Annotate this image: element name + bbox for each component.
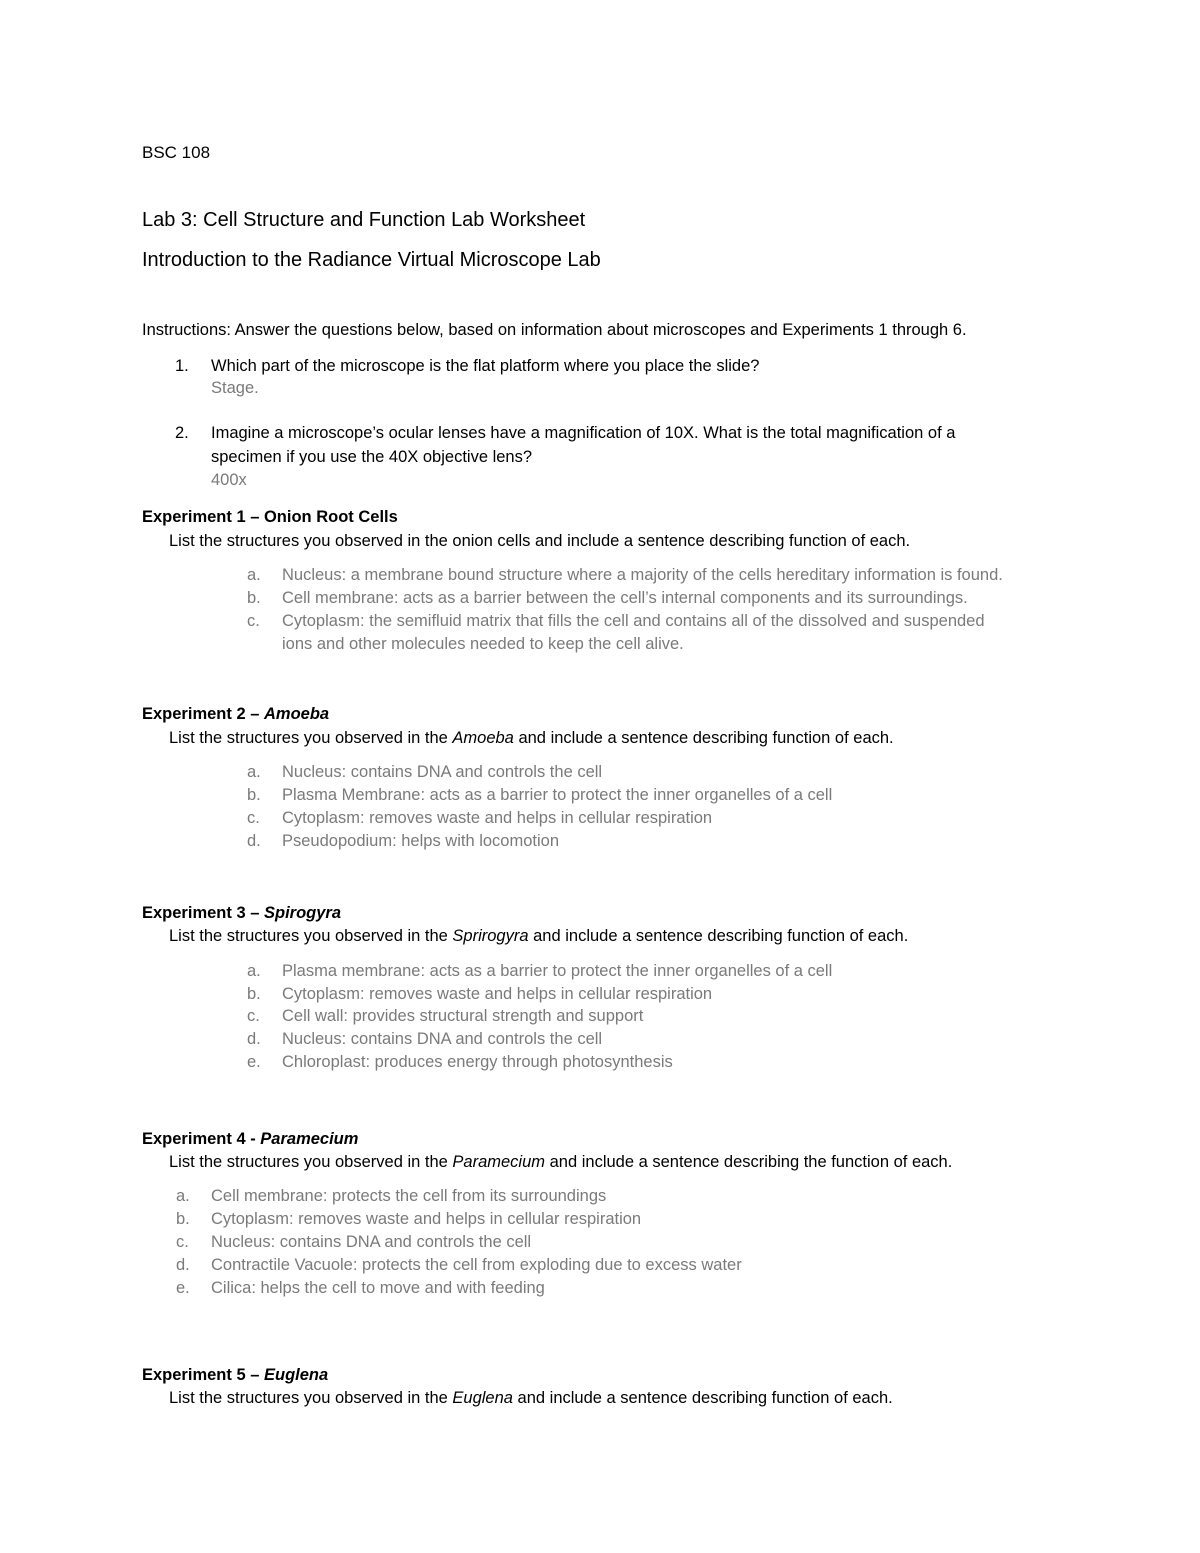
exp2-item-text: Pseudopodium: helps with locomotion — [282, 832, 559, 850]
experiment-3-heading: Experiment 3 – Spirogyra — [142, 904, 342, 922]
exp4-item-letter: c. — [176, 1233, 189, 1251]
experiment-4-heading: Experiment 4 - Paramecium — [142, 1130, 359, 1148]
exp3-item-letter: e. — [247, 1053, 261, 1071]
exp2-item-letter: a. — [247, 763, 261, 781]
exp1-item-text-continued: ions and other molecules needed to keep the cell alive. — [282, 635, 684, 653]
exp2-item-text: Nucleus: contains DNA and controls the cell — [282, 763, 603, 781]
exp1-item-letter: b. — [247, 589, 261, 607]
exp4-item-text: Cell membrane: protects the cell from its surroundings — [211, 1187, 607, 1205]
exp2-item-letter: c. — [247, 809, 260, 827]
page-subtitle: Introduction to the Radiance Virtual Microscope Lab — [142, 249, 601, 271]
exp2-item-text: Cytoplasm: removes waste and helps in cellular respiration — [282, 809, 713, 827]
experiment-1-heading: Experiment 1 – Onion Root Cells — [142, 508, 398, 526]
experiment-5-prompt: List the structures you observed in the Euglena and include a sentence describing function of each. — [169, 1389, 893, 1407]
exp3-item-text: Cytoplasm: removes waste and helps in cellular respiration — [282, 985, 713, 1003]
exp4-item-text: Cytoplasm: removes waste and helps in cellular respiration — [211, 1210, 642, 1228]
exp3-item-letter: a. — [247, 962, 261, 980]
question-2-number: 2. — [175, 424, 189, 442]
question-1-number: 1. — [175, 357, 189, 375]
exp2-item-letter: b. — [247, 786, 261, 804]
exp1-item-letter: a. — [247, 566, 261, 584]
exp4-item-text: Cilica: helps the cell to move and with feeding — [211, 1279, 545, 1297]
exp1-item-letter: c. — [247, 612, 260, 630]
exp4-item-letter: a. — [176, 1187, 190, 1205]
experiment-2-heading: Experiment 2 – Amoeba — [142, 705, 330, 723]
exp3-item-text: Plasma membrane: acts as a barrier to protect the inner organelles of a cell — [282, 962, 833, 980]
exp1-item-text: Cell membrane: acts as a barrier between the cell’s internal components and its surroundings. — [282, 589, 968, 607]
question-1-text: Which part of the microscope is the flat platform where you place the slide? — [211, 357, 760, 375]
exp4-item-letter: b. — [176, 1210, 190, 1228]
instructions: Instructions: Answer the questions below, based on information about microscopes and Experiments 1 through 6. — [142, 321, 967, 339]
experiment-3-prompt: List the structures you observed in the Sprirogyra and include a sentence describing function of each. — [169, 927, 909, 945]
exp2-item-text: Plasma Membrane: acts as a barrier to protect the inner organelles of a cell — [282, 786, 833, 804]
exp4-item-letter: d. — [176, 1256, 190, 1274]
exp3-item-text: Nucleus: contains DNA and controls the cell — [282, 1030, 603, 1048]
exp2-item-letter: d. — [247, 832, 261, 850]
experiment-2-prompt: List the structures you observed in the Amoeba and include a sentence describing function of each. — [169, 729, 894, 747]
question-2-text-line2: specimen if you use the 40X objective lens? — [211, 448, 533, 466]
exp3-item-letter: c. — [247, 1007, 260, 1025]
exp3-item-text: Cell wall: provides structural strength and support — [282, 1007, 644, 1025]
experiment-4-prompt: List the structures you observed in the Paramecium and include a sentence describing the function of each. — [169, 1153, 953, 1171]
exp3-item-letter: d. — [247, 1030, 261, 1048]
exp3-item-letter: b. — [247, 985, 261, 1003]
experiment-5-heading: Experiment 5 – Euglena — [142, 1366, 329, 1384]
question-1-answer: Stage. — [211, 379, 259, 397]
page-title: Lab 3: Cell Structure and Function Lab Worksheet — [142, 209, 586, 231]
question-2-text-line1: Imagine a microscope’s ocular lenses have a magnification of 10X. What is the total magnification of a — [211, 424, 956, 442]
course-code: BSC 108 — [142, 143, 211, 162]
exp4-item-letter: e. — [176, 1279, 190, 1297]
exp1-item-text: Cytoplasm: the semifluid matrix that fills the cell and contains all of the dissolved and suspended — [282, 612, 985, 630]
exp1-item-text: Nucleus: a membrane bound structure where a majority of the cells hereditary information is found. — [282, 566, 1003, 584]
question-2-answer: 400x — [211, 471, 247, 489]
exp4-item-text: Contractile Vacuole: protects the cell from exploding due to excess water — [211, 1256, 742, 1274]
experiment-1-prompt: List the structures you observed in the onion cells and include a sentence describing function of each. — [169, 532, 911, 550]
exp4-item-text: Nucleus: contains DNA and controls the cell — [211, 1233, 532, 1251]
exp3-item-text: Chloroplast: produces energy through photosynthesis — [282, 1053, 673, 1071]
